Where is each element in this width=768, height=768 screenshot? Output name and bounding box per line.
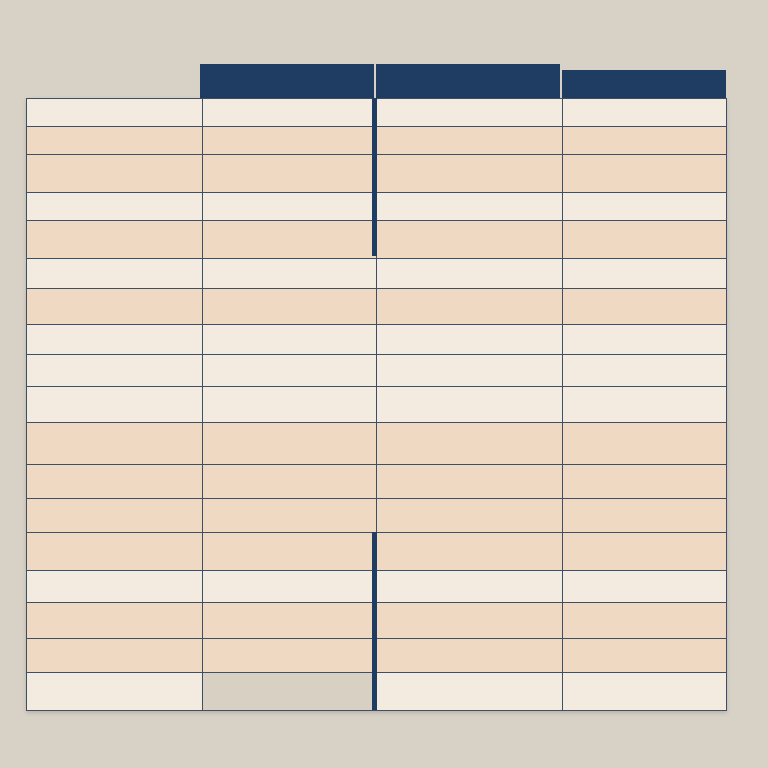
column-header-1 xyxy=(200,64,374,98)
value-cell xyxy=(203,499,377,533)
value-cell xyxy=(377,603,563,639)
value-cell xyxy=(563,99,727,127)
row-label-cell xyxy=(27,465,203,499)
value-cell xyxy=(203,127,377,155)
row-label-cell xyxy=(27,325,203,355)
row-label-cell xyxy=(27,259,203,289)
row-label-cell xyxy=(27,533,203,571)
value-cell xyxy=(377,533,563,571)
value-cell xyxy=(563,423,727,465)
value-cell xyxy=(563,259,727,289)
column-divider xyxy=(372,98,377,256)
value-cell xyxy=(203,465,377,499)
value-cell xyxy=(203,533,377,571)
value-cell xyxy=(563,355,727,387)
row-label-cell xyxy=(27,673,203,711)
row-label-cell xyxy=(27,639,203,673)
table-caption xyxy=(380,42,540,56)
value-cell xyxy=(377,127,563,155)
value-cell xyxy=(563,289,727,325)
row-label-cell xyxy=(27,99,203,127)
value-cell xyxy=(203,99,377,127)
value-cell xyxy=(563,193,727,221)
value-cell xyxy=(203,259,377,289)
row-label-cell xyxy=(27,193,203,221)
value-cell xyxy=(377,325,563,355)
value-cell xyxy=(203,325,377,355)
value-cell xyxy=(203,603,377,639)
value-cell xyxy=(377,673,563,711)
value-cell xyxy=(377,99,563,127)
value-cell xyxy=(377,499,563,533)
value-cell xyxy=(563,221,727,259)
value-cell xyxy=(203,355,377,387)
value-cell xyxy=(563,639,727,673)
value-cell xyxy=(203,193,377,221)
value-cell xyxy=(563,155,727,193)
value-cell xyxy=(203,571,377,603)
value-cell xyxy=(203,673,377,711)
value-cell xyxy=(377,639,563,673)
value-cell xyxy=(377,193,563,221)
table-row xyxy=(27,259,727,289)
value-cell xyxy=(203,387,377,423)
row-label-cell xyxy=(27,155,203,193)
table-row xyxy=(27,387,727,423)
row-label-cell xyxy=(27,221,203,259)
row-label-cell xyxy=(27,499,203,533)
value-cell xyxy=(203,639,377,673)
row-label-cell xyxy=(27,571,203,603)
table-row xyxy=(27,499,727,533)
value-cell xyxy=(377,423,563,465)
value-cell xyxy=(377,387,563,423)
value-cell xyxy=(563,465,727,499)
value-cell xyxy=(563,325,727,355)
table-row xyxy=(27,355,727,387)
value-cell xyxy=(377,571,563,603)
value-cell xyxy=(377,155,563,193)
table-row xyxy=(27,325,727,355)
value-cell xyxy=(203,289,377,325)
row-label-cell xyxy=(27,603,203,639)
column-divider xyxy=(372,532,377,710)
column-header-3 xyxy=(562,70,726,100)
value-cell xyxy=(563,387,727,423)
value-cell xyxy=(563,499,727,533)
table-row xyxy=(27,423,727,465)
row-label-cell xyxy=(27,355,203,387)
row-label-cell xyxy=(27,289,203,325)
table-row xyxy=(27,465,727,499)
value-cell xyxy=(203,155,377,193)
value-cell xyxy=(203,423,377,465)
table-row xyxy=(27,289,727,325)
value-cell xyxy=(377,289,563,325)
value-cell xyxy=(563,127,727,155)
value-cell xyxy=(563,571,727,603)
value-cell xyxy=(563,603,727,639)
value-cell xyxy=(377,221,563,259)
row-label-cell xyxy=(27,127,203,155)
value-cell xyxy=(563,533,727,571)
row-label-cell xyxy=(27,423,203,465)
value-cell xyxy=(377,355,563,387)
row-label-cell xyxy=(27,387,203,423)
value-cell xyxy=(377,465,563,499)
value-cell xyxy=(203,221,377,259)
value-cell xyxy=(563,673,727,711)
column-header-2 xyxy=(376,64,560,98)
value-cell xyxy=(377,259,563,289)
